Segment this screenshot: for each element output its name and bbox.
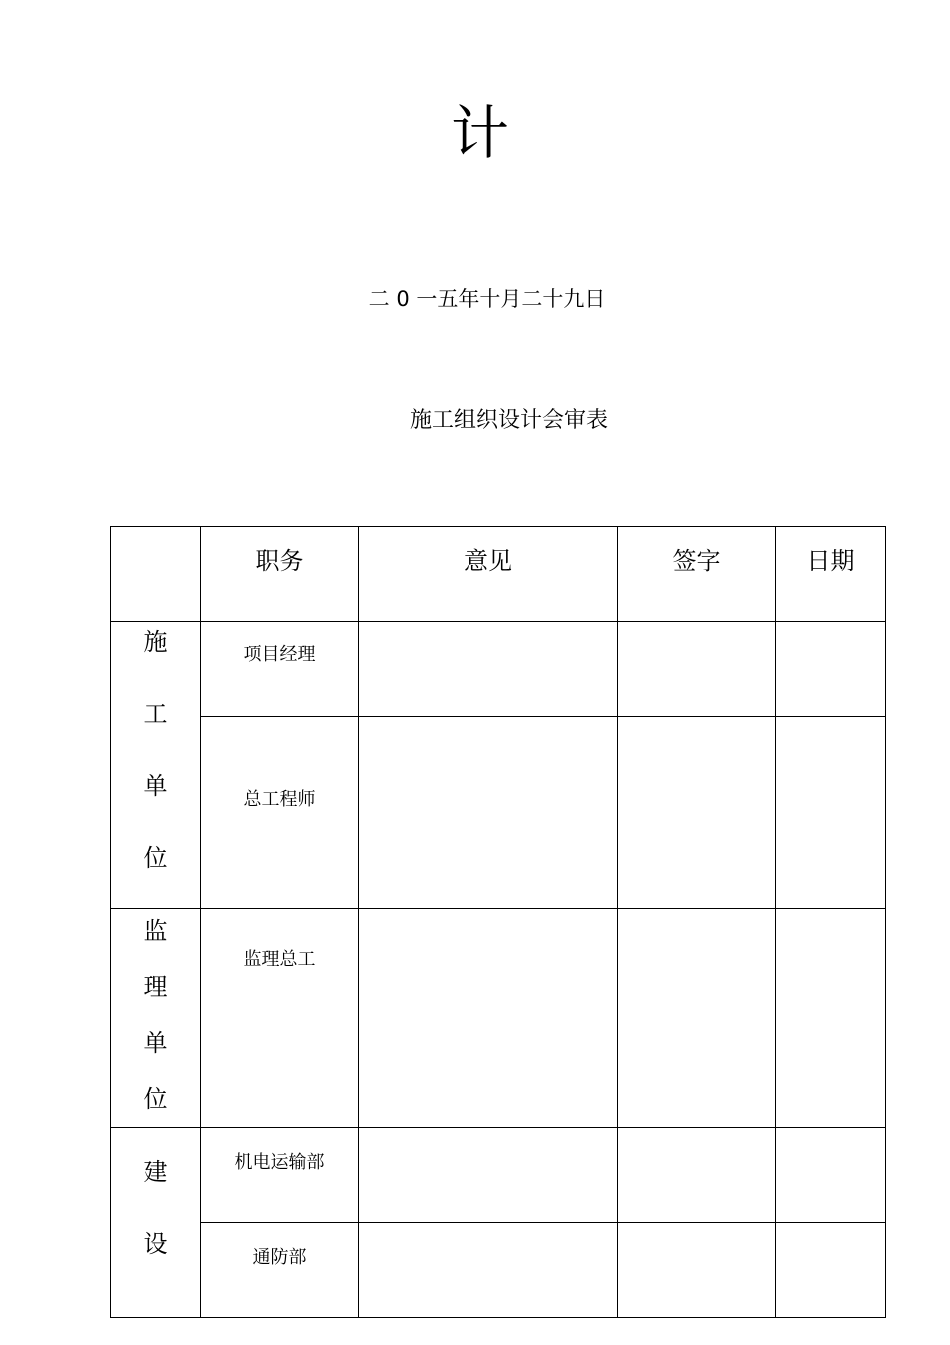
table-row: [111, 909, 886, 1128]
role-electromechanical-dept: 机电运输部: [201, 1128, 359, 1223]
date-cell[interactable]: [776, 717, 886, 909]
unit-construction: [111, 622, 201, 909]
opinion-cell[interactable]: [359, 1223, 618, 1318]
table-row: [111, 1128, 886, 1223]
table-row: [111, 717, 886, 909]
unit-char: 单: [143, 772, 168, 800]
document-date: 二 0 一五年十月二十九日: [368, 287, 606, 311]
review-table: [110, 526, 886, 1318]
unit-owner: [111, 1128, 201, 1318]
role-project-manager: 项目经理: [201, 622, 359, 717]
table-row: [111, 1223, 886, 1318]
role-supervision-chief: 监理总工: [201, 909, 359, 1128]
header-position: 职务: [201, 527, 359, 622]
role-chief-engineer: 总工程师: [201, 717, 359, 909]
date-cell[interactable]: [776, 909, 886, 1128]
signature-cell[interactable]: [618, 1128, 776, 1223]
table-row: [111, 622, 886, 717]
unit-char: 设: [143, 1230, 168, 1258]
unit-char: 位: [143, 844, 168, 872]
signature-cell[interactable]: [618, 1223, 776, 1318]
big-title-character: 计: [450, 99, 509, 167]
signature-cell[interactable]: [618, 717, 776, 909]
form-title: 施工组织设计会审表: [409, 408, 608, 433]
role-ventilation-dept: 通防部: [201, 1223, 359, 1318]
header-opinion: 意见: [359, 527, 618, 622]
unit-char: 施: [143, 628, 168, 656]
signature-cell[interactable]: [618, 909, 776, 1128]
unit-char: 工: [143, 700, 168, 728]
unit-supervision: [111, 909, 201, 1128]
date-cell[interactable]: [776, 622, 886, 717]
table-header-row: [111, 527, 886, 622]
opinion-cell[interactable]: [359, 717, 618, 909]
unit-line: 单位: [143, 1029, 186, 1113]
date-cell[interactable]: [776, 1223, 886, 1318]
opinion-cell[interactable]: [359, 909, 618, 1128]
header-date: 日期: [776, 527, 886, 622]
opinion-cell[interactable]: [359, 1128, 618, 1223]
header-signature: 签字: [618, 527, 776, 622]
unit-char: 建: [143, 1158, 168, 1186]
date-cell[interactable]: [776, 1128, 886, 1223]
unit-line: 监理: [143, 917, 186, 1001]
signature-cell[interactable]: [618, 622, 776, 717]
opinion-cell[interactable]: [359, 622, 618, 717]
